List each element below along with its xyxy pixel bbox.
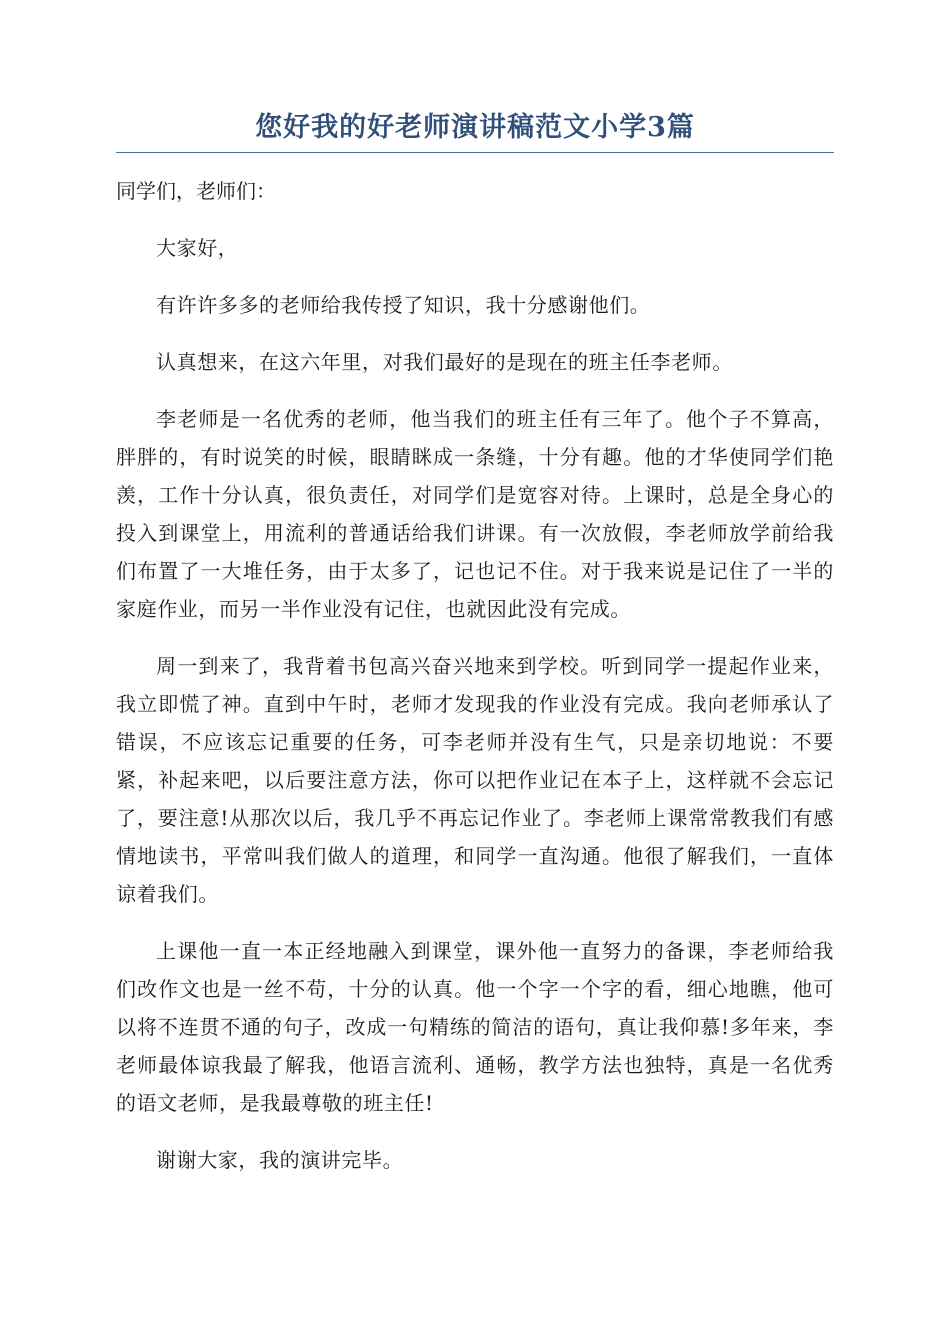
document-page xyxy=(116,110,834,1179)
paragraph-monday-story: 周一到来了，我背着书包高兴奋兴地来到学校。听到同学一提起作业来，我立即慌了神。直到中午时，老师才发现我的作业没有完成。我向老师承认了错误，不应该忘记重要的任务，可李老师并没有生气，只是亲切地说：不要紧，补起来吧，以后要注意方法，你可以把作业记在本子上，这样就不会忘记了，要注意!从那次以后，我几乎不再忘记作业了。李老师上课常常教我们有感情地读书，平常叫我们做人的道理，和同学一直沟通。他很了解我们，一直体谅着我们。 xyxy=(116,654,834,906)
page-title: 您好我的好老师演讲稿范文小学3篇 xyxy=(116,110,834,153)
paragraph-intro: 有许许多多的老师给我传授了知识，我十分感谢他们。 xyxy=(156,293,651,317)
paragraph-teacher-description: 李老师是一名优秀的老师，他当我们的班主任有三年了。他个子不算高，胖胖的，有时说笑的时候，眼睛眯成一条缝，十分有趣。他的才华使同学们艳羡，工作十分认真，很负责任，对同学们是宽容对待。上课时，总是全身心的投入到课堂上，用流利的普通话给我们讲课。有一次放假，李老师放学前给我们布置了一大堆任务，由于太多了，记也记不住。对于我来说是记住了一半的家庭作业，而另一半作业没有记住，也就因此没有完成。 xyxy=(116,407,834,621)
salutation: 同学们，老师们： xyxy=(116,179,276,203)
paragraph-closing: 谢谢大家，我的演讲完毕。 xyxy=(156,1148,404,1172)
paragraph-thought: 认真想来，在这六年里，对我们最好的是现在的班主任李老师。 xyxy=(156,350,733,374)
paragraph-teaching-style: 上课他一直一本正经地融入到课堂，课外他一直努力的备课，李老师给我们改作文也是一丝不苟，十分的认真。他一个字一个字的看，细心地瞧，他可以将不连贯不通的句子，改成一句精练的简洁的语句，真让我仰慕!多年来，李老师最体谅我最了解我，他语言流利、通畅，教学方法也独特，真是一名优秀的语文老师，是我最尊敬的班主任! xyxy=(116,939,834,1115)
paragraph-greeting: 大家好， xyxy=(156,236,239,260)
